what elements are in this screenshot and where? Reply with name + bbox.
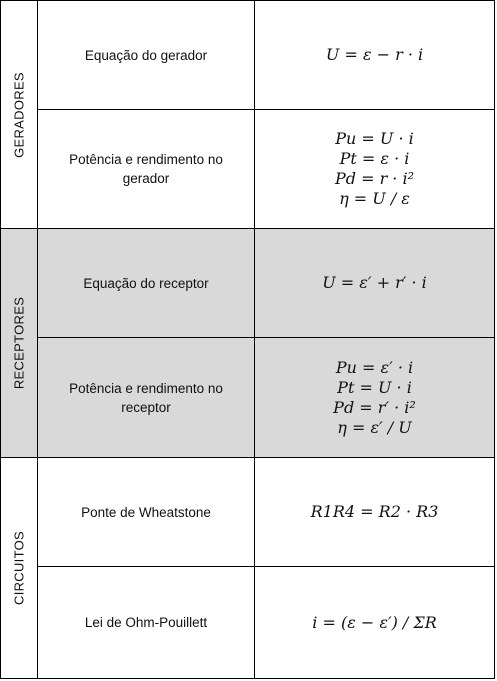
label-cell <box>38 567 255 679</box>
group-geradores <box>1 1 495 229</box>
group-cell-geradores <box>1 1 38 229</box>
row-label-potencia-gerador: Potência e rendimento no gerador <box>69 152 223 186</box>
label-cell <box>38 338 255 458</box>
group-cell-receptores <box>1 229 38 458</box>
formula-cell <box>255 229 495 338</box>
row-label-equacao-gerador: Equação do gerador <box>84 47 208 63</box>
formula-group-potencia-gerador <box>255 129 494 209</box>
formula-cell <box>255 458 495 567</box>
formula-cell <box>255 1 495 110</box>
formula-cell <box>255 567 495 679</box>
group-label-receptores: RECEPTORES <box>11 296 27 390</box>
formula-cell <box>255 338 495 458</box>
group-label-geradores: GERADORES <box>11 71 27 158</box>
label-cell <box>38 229 255 338</box>
group-label-circuitos: CIRCUITOS <box>11 531 27 605</box>
formula-pt-gerador: Pt = ε · i <box>339 149 410 168</box>
table-row <box>1 567 495 679</box>
formula-pd-receptor: Pd = r′ · i² <box>333 397 416 417</box>
row-label-potencia-receptor: Potência e rendimento no receptor <box>69 380 223 415</box>
table-row <box>1 229 495 338</box>
group-cell-circuitos <box>1 458 38 679</box>
formula-eta-receptor: η = ε′ / U <box>337 417 412 437</box>
formula-ponte-wheatstone: R1R4 = R2 · R3 <box>310 502 439 521</box>
row-label-equacao-receptor: Equação do receptor <box>83 275 209 291</box>
table-row <box>1 1 495 110</box>
formula-group-potencia-receptor <box>255 358 494 438</box>
formula-pu-receptor: Pu = ε′ · i <box>335 357 414 377</box>
table-row <box>1 338 495 458</box>
group-circuitos <box>1 458 495 679</box>
label-cell <box>38 110 255 229</box>
formula-pu-gerador: Pu = U · i <box>335 129 414 148</box>
formula-equacao-receptor: U = ε′ + r′ · i <box>322 273 427 292</box>
formula-eta-gerador: η = U / ε <box>339 189 410 208</box>
formula-equacao-gerador: U = ε − r · i <box>325 45 424 64</box>
formula-cell <box>255 110 495 229</box>
label-cell <box>38 458 255 567</box>
formula-pt-receptor: Pt = U · i <box>337 377 412 397</box>
formula-ohm-pouillett: i = (ε − ε′) / ΣR <box>312 612 437 632</box>
table-row <box>1 458 495 567</box>
group-receptores <box>1 229 495 458</box>
table-row <box>1 110 495 229</box>
row-label-ohm-pouillett: Lei de Ohm-Pouillett <box>84 615 208 630</box>
row-label-ponte-wheatstone: Ponte de Wheatstone <box>81 504 211 520</box>
label-cell <box>38 1 255 110</box>
formula-pd-gerador: Pd = r · i² <box>334 169 415 188</box>
